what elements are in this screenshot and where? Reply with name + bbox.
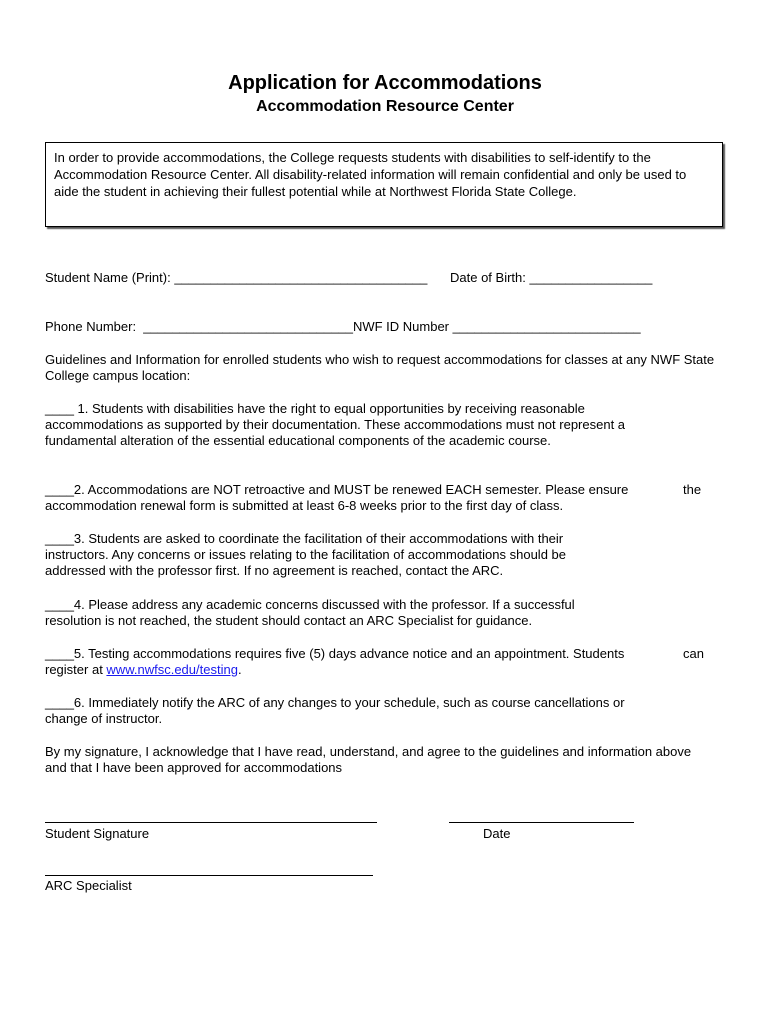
guideline-item-5-line2: [45, 662, 242, 678]
testing-link[interactable]: www.nwfsc.edu/testing: [106, 662, 238, 677]
guideline-item-3: ____3. Students are asked to coordinate the facilitation of their accommodations with their instructors. Any concerns or issues relating to the facilitation of accommodations should be addressed with the professor first. If no agreement is reached, contact the ARC.: [45, 531, 566, 578]
date-line[interactable]: [449, 822, 634, 823]
guideline-item-4: ____4. Please address any academic concerns discussed with the professor. If a successful resolution is not reached, the student should contact an ARC Specialist for guidance.: [45, 597, 575, 628]
acknowledgement-text: By my signature, I acknowledge that I have read, understand, and agree to the guidelines and information above and that I have been approved for accommodations: [45, 744, 692, 775]
date-label: Date: [483, 826, 511, 841]
student-name-field[interactable]: Student Name (Print): ___________________________________: [45, 270, 428, 285]
date-of-birth-field[interactable]: Date of Birth: _________________: [450, 270, 653, 285]
student-signature-label: Student Signature: [45, 826, 150, 841]
guideline-item-2-tail: the: [683, 482, 702, 497]
guideline-item-2: ____2. Accommodations are NOT retroactive and MUST be renewed EACH semester. Please ensure: [45, 482, 629, 497]
notice-box: In order to provide accommodations, the College requests students with disabilities to self-identify to the Accommodation Resource Center. All disability-related information will remain confidential and only be used to aide the student in achieving their fullest potential while at Northwest Florida State College.: [45, 142, 723, 227]
guideline-item-2-line2: accommodation renewal form is submitted at least 6-8 weeks prior to the first day of class.: [45, 498, 564, 513]
student-signature-line[interactable]: [45, 822, 377, 823]
arc-specialist-label: ARC Specialist: [45, 878, 132, 893]
arc-specialist-line[interactable]: [45, 875, 373, 876]
phone-and-id-field[interactable]: Phone Number: _____________________________NWF ID Number __________________________: [45, 319, 641, 334]
guideline-item-5: ____5. Testing accommodations requires five (5) days advance notice and an appointment. Students: [45, 646, 625, 661]
page-title: Application for Accommodations: [228, 72, 542, 94]
guidelines-intro: Guidelines and Information for enrolled students who wish to request accommodations for classes at any NWF State College campus location:: [45, 352, 715, 383]
guideline-item-5-tail: can: [683, 646, 704, 661]
guideline-item-6: ____6. Immediately notify the ARC of any changes to your schedule, such as course cancellations or change of instructor.: [45, 695, 625, 726]
guideline-item-1: ____ 1. Students with disabilities have the right to equal opportunities by receiving reasonable accommodations as supported by their documentation. These accommodations must not represent a fundamental alteration of the essential educational components of the academic course.: [45, 401, 626, 448]
register-suffix: .: [237, 662, 242, 677]
page-subtitle: Accommodation Resource Center: [256, 98, 514, 115]
register-text: register at: [45, 662, 107, 677]
